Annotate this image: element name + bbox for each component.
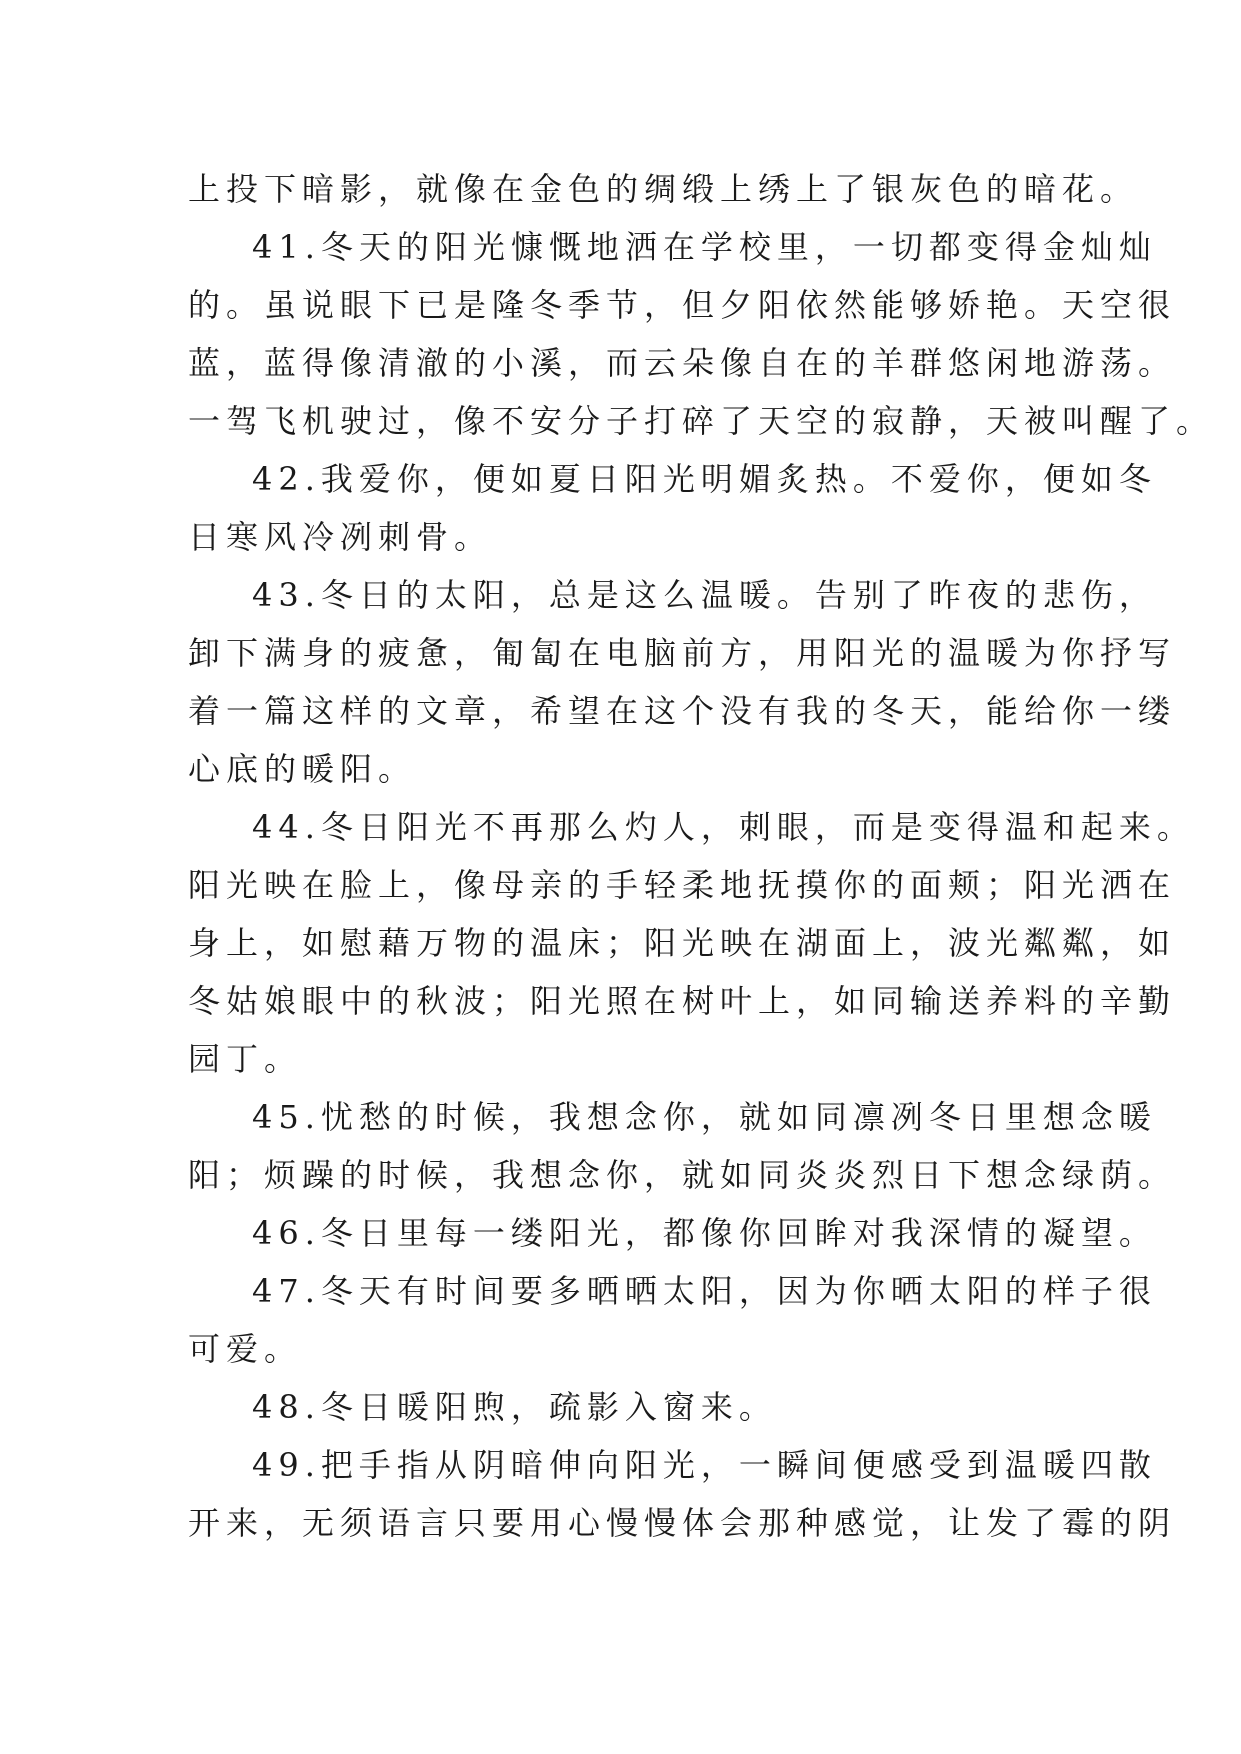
text-line: 身上，如慰藉万物的温床；阳光映在湖面上，波光粼粼，如: [188, 924, 1177, 962]
text-line: 45.忧愁的时候，我想念你，就如同凛冽冬日里想念暖: [252, 1098, 1157, 1136]
text-line: 园丁。: [188, 1040, 303, 1078]
text-line: 心底的暖阳。: [188, 750, 417, 788]
text-line: 的。虽说眼下已是隆冬季节，但夕阳依然能够娇艳。天空很: [188, 286, 1177, 324]
text-line: 44.冬日阳光不再那么灼人，刺眼，而是变得温和起来。: [252, 808, 1195, 846]
text-line: 46.冬日里每一缕阳光，都像你回眸对我深情的凝望。: [252, 1214, 1157, 1252]
text-line: 49.把手指从阴暗伸向阳光，一瞬间便感受到温暖四散: [252, 1446, 1157, 1484]
text-line: 41.冬天的阳光慷慨地洒在学校里，一切都变得金灿灿: [252, 228, 1157, 266]
text-line: 阳；烦躁的时候，我想念你，就如同炎炎烈日下想念绿荫。: [188, 1156, 1177, 1194]
text-line: 冬姑娘眼中的秋波；阳光照在树叶上，如同输送养料的辛勤: [188, 982, 1177, 1020]
text-line: 上投下暗影，就像在金色的绸缎上绣上了银灰色的暗花。: [188, 170, 1139, 208]
text-line: 48.冬日暖阳煦，疏影入窗来。: [252, 1388, 777, 1426]
text-line: 一驾飞机驶过，像不安分子打碎了天空的寂静，天被叫醒了。: [188, 402, 1215, 440]
text-line: 开来，无须语言只要用心慢慢体会那种感觉，让发了霉的阴: [188, 1504, 1177, 1542]
text-line: 42.我爱你，便如夏日阳光明媚炙热。不爱你，便如冬: [252, 460, 1157, 498]
text-line: 可爱。: [188, 1330, 303, 1368]
body-text: [188, 160, 1215, 1552]
text-line: 卸下满身的疲惫，匍匐在电脑前方，用阳光的温暖为你抒写: [188, 634, 1177, 672]
text-line: 日寒风冷冽刺骨。: [188, 518, 493, 556]
text-line: 着一篇这样的文章，希望在这个没有我的冬天，能给你一缕: [188, 692, 1177, 730]
text-line: 43.冬日的太阳，总是这么温暖。告别了昨夜的悲伤，: [252, 576, 1157, 614]
text-line: 蓝，蓝得像清澈的小溪，而云朵像自在的羊群悠闲地游荡。: [188, 344, 1177, 382]
text-line: 阳光映在脸上，像母亲的手轻柔地抚摸你的面颊；阳光洒在: [188, 866, 1177, 904]
text-line: 47.冬天有时间要多晒晒太阳，因为你晒太阳的样子很: [252, 1272, 1157, 1310]
